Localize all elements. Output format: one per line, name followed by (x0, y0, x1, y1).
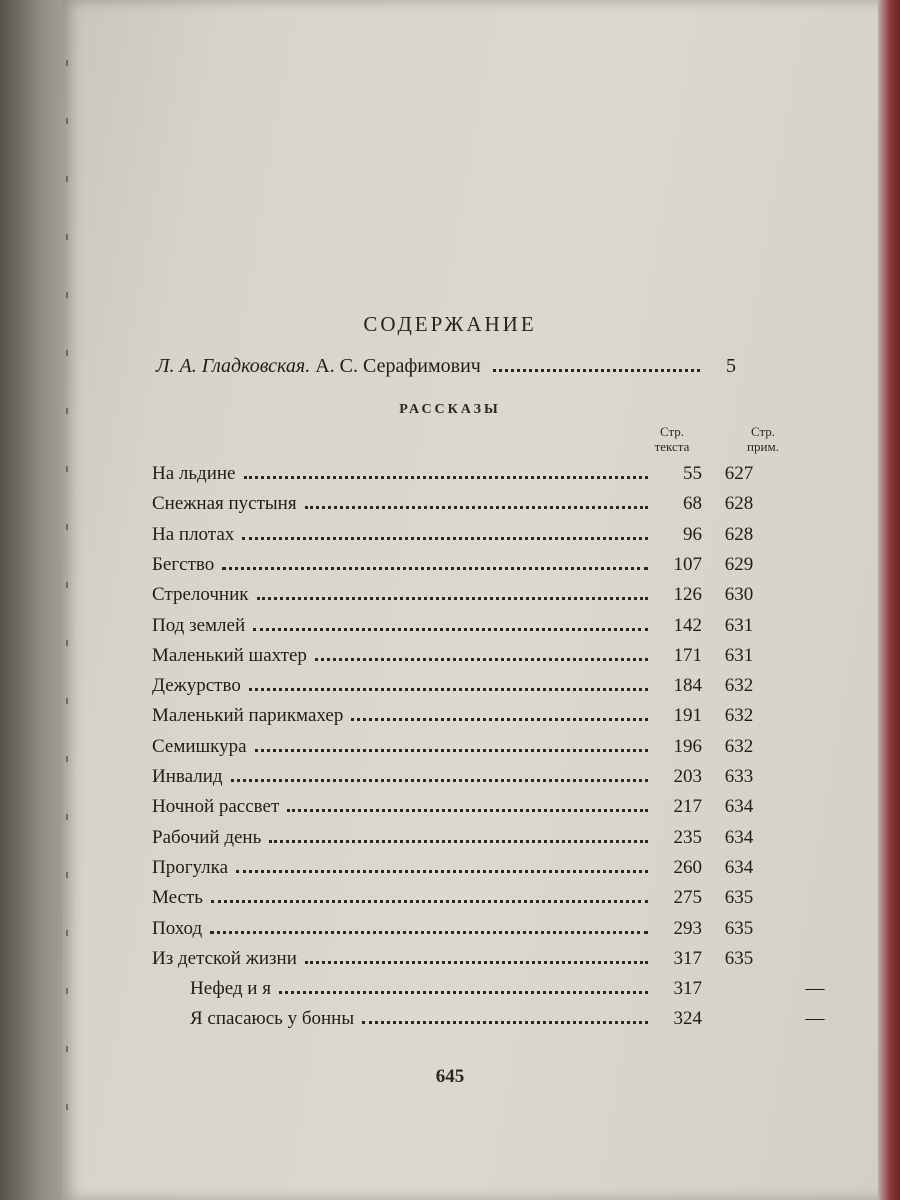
entry-note-page: — (805, 978, 825, 1000)
dot-leader (249, 678, 648, 691)
entry-title: Под землей (152, 614, 246, 636)
dot-leader (236, 860, 648, 873)
list-item (152, 735, 754, 764)
intro-title: А. С. Серафимович (315, 355, 481, 377)
list-item (152, 493, 754, 521)
entry-note-page: 628 (724, 523, 754, 545)
dot-leader (315, 648, 648, 661)
entry-title: На льдине (152, 463, 236, 484)
entry-note-page: 629 (724, 553, 754, 575)
entry-note-page: 627 (724, 463, 754, 484)
entry-note-page: 635 (724, 887, 754, 909)
dot-leader (222, 557, 648, 570)
entry-note-page: 635 (724, 947, 754, 969)
dot-leader (305, 951, 648, 964)
entry-title: Из детской жизни (152, 947, 297, 969)
dot-leader (287, 799, 648, 812)
list-item (152, 796, 754, 824)
column-header-text-pages-line: текста (654, 439, 690, 454)
entry-note-page: 631 (724, 644, 754, 666)
entry-title: Дежурство (152, 675, 241, 697)
dot-leader (362, 1011, 648, 1024)
entry-text-page: 96 (683, 523, 702, 545)
list-item (152, 523, 754, 552)
entry-note-page: 634 (724, 826, 754, 848)
list-item (152, 856, 754, 885)
list-item (152, 644, 754, 673)
entry-note-page: 634 (724, 796, 754, 818)
intro-entry (156, 355, 736, 385)
entry-note-page: 630 (724, 584, 754, 606)
entry-title: Бегство (152, 553, 215, 575)
entry-title: Ночной рассвет (152, 796, 280, 818)
intro-page: 5 (726, 355, 736, 377)
entry-text-page: 275 (673, 887, 702, 909)
entry-note-page: 632 (724, 675, 754, 697)
dot-leader (351, 708, 648, 721)
column-header-note-pages (724, 424, 802, 454)
column-header-note-pages-line: Стр. (750, 424, 776, 439)
entry-text-page: 184 (673, 675, 702, 697)
entry-text-page: 171 (673, 644, 702, 666)
list-item (152, 614, 754, 643)
entry-title: Прогулка (152, 856, 229, 878)
entry-text-page: 191 (673, 705, 702, 727)
entry-text-page: 196 (673, 735, 702, 757)
entry-text-page: 126 (673, 584, 702, 606)
dot-leader (231, 769, 648, 782)
entry-title: Рабочий день (152, 826, 262, 848)
entry-text-page: 217 (673, 796, 702, 818)
entry-note-page: — (805, 1008, 825, 1030)
entry-text-page: 55 (683, 463, 702, 484)
list-item (152, 887, 754, 915)
entry-title: Нефед и я (190, 978, 271, 1000)
dot-leader (305, 496, 648, 509)
list-item (152, 766, 754, 794)
dot-leader (493, 358, 700, 372)
entry-title: На плотах (152, 523, 235, 545)
entry-text-page: 68 (683, 493, 702, 515)
dot-leader (255, 739, 648, 752)
list-item (152, 947, 754, 976)
entry-text-page: 203 (673, 766, 702, 787)
column-header-text-pages-line: Стр. (659, 424, 685, 439)
section-heading: РАССКАЗЫ (399, 402, 501, 417)
entry-title: Семишкура (152, 735, 247, 757)
column-header-note-pages-line: прим. (747, 439, 779, 454)
dot-leader (279, 981, 648, 994)
entry-title: Маленький шахтер (152, 644, 307, 666)
entry-title: Поход (152, 917, 203, 939)
page-title: СОДЕРЖАНИЕ (363, 312, 537, 336)
column-header-text-pages (632, 424, 712, 454)
dot-leader (269, 830, 648, 843)
entry-text-page: 235 (673, 826, 702, 848)
entry-title: Стрелочник (152, 584, 249, 606)
entry-note-page: 631 (724, 614, 754, 636)
entry-note-page: 635 (724, 917, 754, 939)
dot-leader (253, 618, 648, 631)
list-item (152, 675, 754, 703)
entry-title: Месть (152, 887, 203, 909)
list-item (152, 553, 754, 582)
entry-note-page: 633 (724, 766, 754, 787)
list-item (152, 917, 754, 946)
dot-leader (242, 527, 648, 540)
entry-note-page: 634 (724, 856, 754, 878)
list-item (152, 584, 754, 612)
list-item (152, 826, 754, 855)
dot-leader (211, 890, 648, 903)
entry-text-page: 324 (673, 1008, 702, 1030)
dot-leader (257, 587, 648, 600)
list-item (190, 978, 825, 1006)
entry-title: Я спасаюсь у бонны (190, 1008, 355, 1030)
entry-text-page: 260 (673, 856, 702, 878)
dot-leader (244, 466, 649, 479)
entry-note-page: 632 (724, 705, 754, 727)
entry-title: Снежная пустыня (152, 493, 297, 515)
list-item (190, 1008, 825, 1036)
entry-text-page: 107 (673, 553, 702, 575)
entry-note-page: 628 (724, 493, 754, 515)
list-item (152, 705, 754, 733)
entry-note-page: 632 (724, 735, 754, 757)
dot-leader (210, 921, 648, 934)
entry-text-page: 317 (673, 978, 702, 1000)
list-item (152, 463, 754, 491)
page-number: 645 (435, 1066, 465, 1087)
intro-author: Л. А. Гладковская. (156, 355, 311, 377)
entry-text-page: 142 (673, 614, 702, 636)
entry-title: Маленький парикмахер (152, 705, 344, 727)
entry-text-page: 317 (673, 947, 702, 969)
entry-title: Инвалид (152, 766, 223, 787)
entry-text-page: 293 (673, 917, 702, 939)
